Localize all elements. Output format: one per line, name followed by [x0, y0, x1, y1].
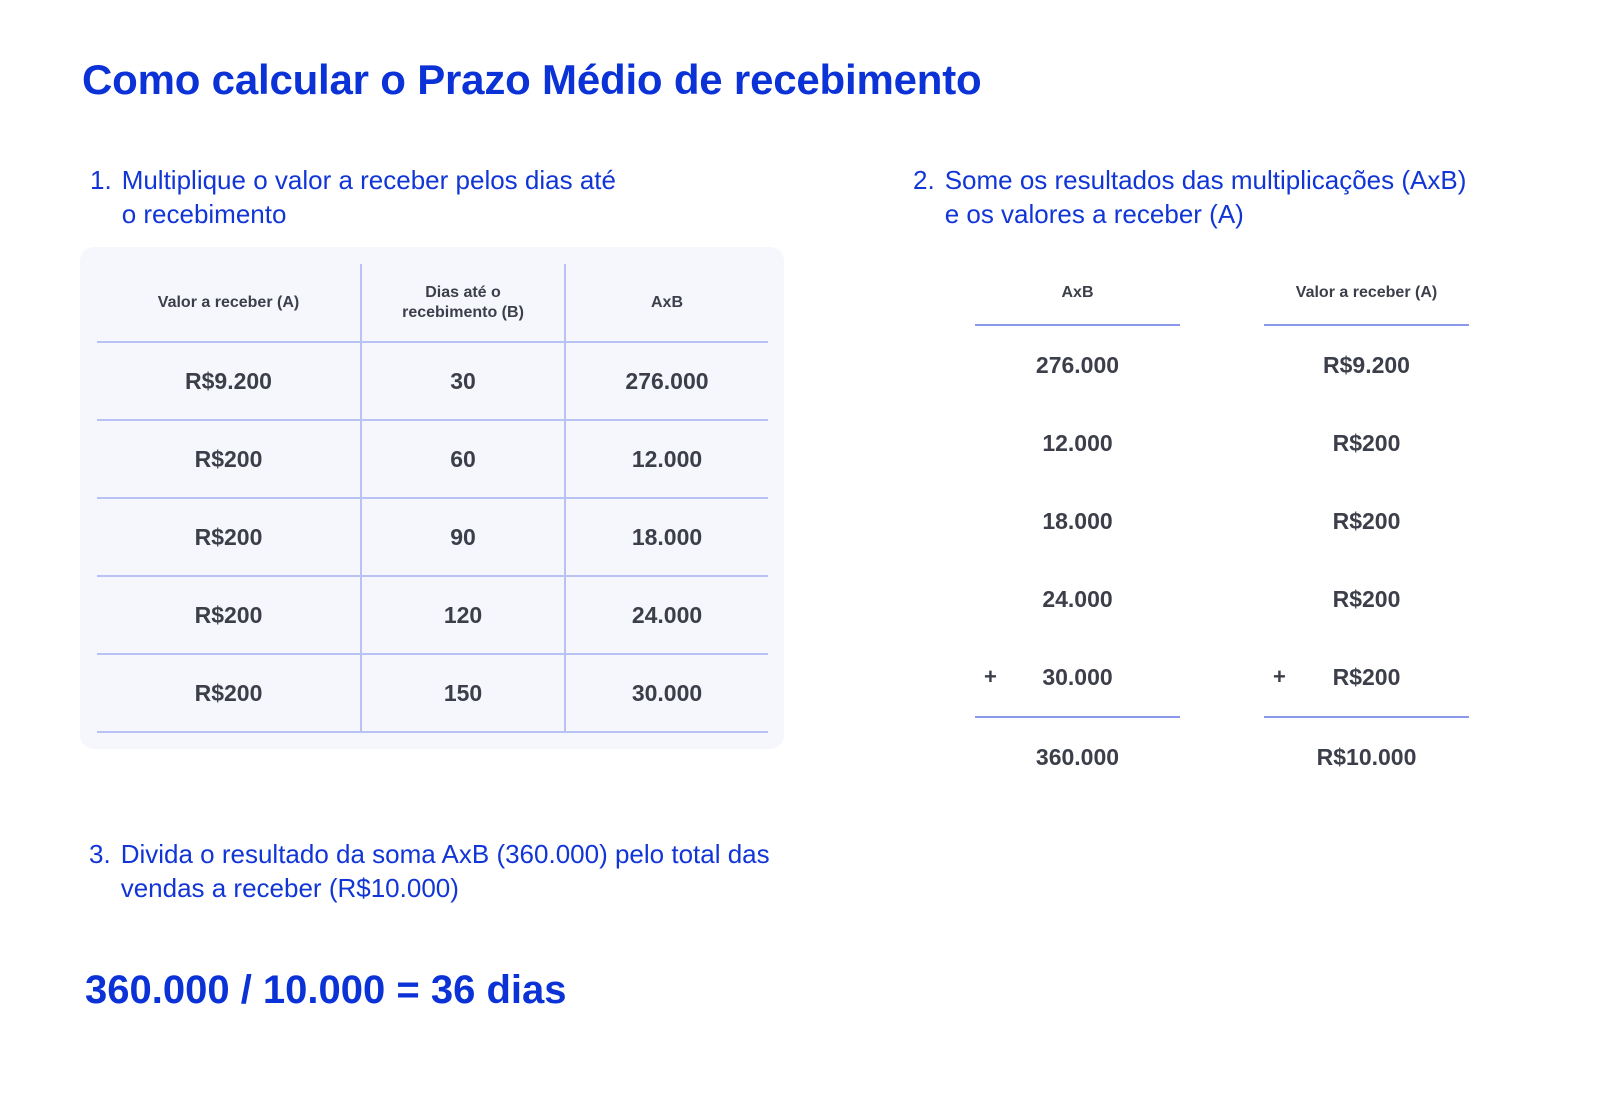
table-row — [97, 498, 768, 576]
multiplication-table — [97, 264, 768, 733]
step-1-number: 1. — [90, 165, 112, 195]
result-formula: 360.000 / 10.000 = 36 dias — [85, 968, 567, 1012]
cell-dias: 150 — [361, 654, 565, 732]
sum-axb-total: 360.000 — [1035, 743, 1120, 770]
step-2-number: 2. — [913, 165, 935, 195]
header-axb: AxB — [565, 264, 768, 342]
cell-valor: R$9.200 — [97, 342, 361, 420]
sum-axb-value: 18.000 — [1042, 507, 1113, 534]
cell-dias: 60 — [361, 420, 565, 498]
cell-axb: 24.000 — [565, 576, 768, 654]
sum-a-value: R$200 — [1332, 429, 1401, 456]
page-title: Como calcular o Prazo Médio de recebimento — [82, 56, 982, 103]
cell-dias: 30 — [361, 342, 565, 420]
plus-sign: + — [984, 664, 997, 689]
step-2-text: Some os resultados das multiplicações (AxB) e os valores a receber (A) — [944, 165, 1467, 229]
sum-a-value: R$200 — [1332, 663, 1401, 690]
header-valor-a-receber: Valor a receber (A) — [97, 264, 361, 342]
cell-valor: R$200 — [97, 576, 361, 654]
sum-a-total: R$10.000 — [1316, 743, 1417, 770]
step-2-instruction — [913, 163, 1573, 231]
table-header-row — [97, 264, 768, 342]
step-1-instruction — [90, 163, 710, 231]
header-dias-text: Dias até o recebimento (B) — [402, 283, 524, 321]
cell-axb: 18.000 — [565, 498, 768, 576]
cell-dias: 120 — [361, 576, 565, 654]
table-row — [97, 576, 768, 654]
sum-a-value: R$9.200 — [1323, 351, 1410, 378]
step-1-text: Multiplique o valor a receber pelos dias até o recebimento — [121, 165, 616, 229]
table-row — [97, 420, 768, 498]
plus-sign: + — [1273, 664, 1286, 689]
step-3-text: Divida o resultado da soma AxB (360.000) pelo total das vendas a receber (R$10.000) — [120, 839, 770, 903]
sum-axb-header: AxB — [975, 262, 1180, 326]
sum-axb-value: 12.000 — [1042, 429, 1113, 456]
sum-axb-value: 24.000 — [1042, 585, 1113, 612]
step-3-number: 3. — [89, 839, 111, 869]
step-3-instruction — [89, 837, 889, 905]
sum-column-valor-a-receber — [1264, 262, 1469, 796]
cell-axb: 12.000 — [565, 420, 768, 498]
sum-axb-value: 276.000 — [1035, 351, 1120, 378]
table-row — [97, 342, 768, 420]
cell-valor: R$200 — [97, 420, 361, 498]
sum-a-value: R$200 — [1332, 507, 1401, 534]
sum-a-value: R$200 — [1332, 585, 1401, 612]
sum-axb-last-row — [975, 638, 1180, 718]
cell-valor: R$200 — [97, 498, 361, 576]
sum-column-axb — [975, 262, 1180, 796]
sum-a-last-row — [1264, 638, 1469, 718]
multiplication-table-card — [80, 247, 784, 749]
table-row — [97, 654, 768, 732]
cell-dias: 90 — [361, 498, 565, 576]
cell-valor: R$200 — [97, 654, 361, 732]
cell-axb: 276.000 — [565, 342, 768, 420]
cell-axb: 30.000 — [565, 654, 768, 732]
sum-a-header: Valor a receber (A) — [1264, 262, 1469, 326]
sum-axb-value: 30.000 — [1042, 663, 1113, 690]
header-dias-ate-recebimento — [361, 264, 565, 342]
